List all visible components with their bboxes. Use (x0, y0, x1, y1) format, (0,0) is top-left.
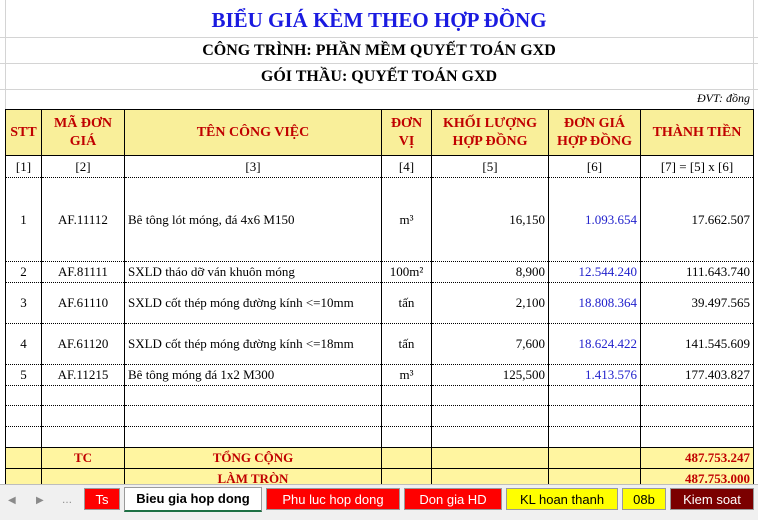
sheet-tab-bar (0, 484, 758, 520)
scroll-first-icon[interactable]: ◀ (8, 495, 16, 506)
header-name[interactable]: TÊN CÔNG VIỆC (125, 110, 382, 156)
cell-total[interactable]: 141.545.609 (641, 324, 754, 365)
gridline (0, 37, 758, 38)
empty-cell[interactable] (432, 386, 549, 406)
empty-cell[interactable] (42, 406, 125, 427)
empty-cell[interactable] (6, 427, 42, 448)
cell-name[interactable]: SXLD tháo dỡ ván khuôn móng (125, 262, 382, 283)
empty-cell[interactable] (125, 406, 382, 427)
cell-unit[interactable]: m³ (382, 178, 432, 262)
package-name: GÓI THẦU: QUYẾT TOÁN GXD (260, 68, 498, 85)
total-label[interactable]: TỔNG CỘNG (125, 448, 382, 469)
tab-don-gia-hd[interactable]: Don gia HD (404, 488, 502, 510)
header-row (6, 110, 754, 156)
empty-cell[interactable] (549, 427, 641, 448)
index-cell[interactable]: [5] (432, 156, 549, 178)
header-qty[interactable]: KHỐI LƯỢNG HỢP ĐỒNG (432, 110, 549, 156)
sheet-title: BIỂU GIÁ KÈM THEO HỢP ĐỒNG (211, 8, 547, 32)
empty-cell[interactable] (125, 427, 382, 448)
cell-qty[interactable]: 2,100 (432, 283, 549, 324)
cell-code[interactable]: AF.11112 (42, 178, 125, 262)
cell-name[interactable]: Bê tông móng đá 1x2 M300 (125, 365, 382, 386)
cell-name[interactable]: Bê tông lót móng, đá 4x6 M150 (125, 178, 382, 262)
index-row (6, 156, 754, 178)
cell-name[interactable]: SXLD cốt thép móng đường kính <=18mm (125, 324, 382, 365)
header-code[interactable]: MÃ ĐƠN GIÁ (42, 110, 125, 156)
empty-cell[interactable] (641, 406, 754, 427)
cell-qty[interactable]: 7,600 (432, 324, 549, 365)
cell-name[interactable]: SXLD cốt thép móng đường kính <=10mm (125, 283, 382, 324)
gridline (0, 89, 758, 90)
cell-qty[interactable]: 8,900 (432, 262, 549, 283)
header-price[interactable]: ĐƠN GIÁ HỢP ĐỒNG (549, 110, 641, 156)
total-blank[interactable] (432, 448, 549, 469)
table-row (6, 283, 754, 324)
cell-price[interactable]: 18.624.422 (549, 324, 641, 365)
empty-row (6, 406, 754, 427)
empty-row (6, 427, 754, 448)
empty-cell[interactable] (382, 427, 432, 448)
empty-row (6, 386, 754, 406)
round-blank[interactable] (42, 469, 125, 485)
cell-price[interactable]: 1.413.576 (549, 365, 641, 386)
cell-unit[interactable]: 100m² (382, 262, 432, 283)
empty-cell[interactable] (125, 386, 382, 406)
round-blank[interactable] (432, 469, 549, 485)
cell-qty[interactable]: 16,150 (432, 178, 549, 262)
round-row (6, 469, 754, 485)
cell-code[interactable]: AF.61110 (42, 283, 125, 324)
table-row (6, 365, 754, 386)
cell-stt[interactable]: 4 (6, 324, 42, 365)
cell-qty[interactable]: 125,500 (432, 365, 549, 386)
cell-total[interactable]: 39.497.565 (641, 283, 754, 324)
tab-bieu-gia-hop-dong[interactable]: Bieu gia hop dong (124, 487, 262, 512)
cell-total[interactable]: 177.403.827 (641, 365, 754, 386)
cell-stt[interactable]: 2 (6, 262, 42, 283)
empty-cell[interactable] (432, 406, 549, 427)
empty-cell[interactable] (6, 386, 42, 406)
cell-price[interactable]: 18.808.364 (549, 283, 641, 324)
round-blank[interactable] (6, 469, 42, 485)
total-row (6, 448, 754, 469)
round-label[interactable]: LÀM TRÒN (125, 469, 382, 485)
tab-phu-luc-hop-dong[interactable]: Phu luc hop dong (266, 488, 400, 510)
cell-total[interactable]: 111.643.740 (641, 262, 754, 283)
tab-08b[interactable]: 08b (622, 488, 666, 510)
cell-stt[interactable]: 1 (6, 178, 42, 262)
cell-total[interactable]: 17.662.507 (641, 178, 754, 262)
cell-code[interactable]: AF.11215 (42, 365, 125, 386)
scroll-next-icon[interactable]: ▶ (36, 495, 44, 506)
empty-cell[interactable] (549, 386, 641, 406)
total-value[interactable]: 487.753.247 (641, 448, 754, 469)
header-unit[interactable]: ĐƠN VỊ (382, 110, 432, 156)
gridline (0, 63, 758, 64)
index-cell[interactable]: [1] (6, 156, 42, 178)
index-cell[interactable]: [7] = [5] x [6] (641, 156, 754, 178)
more-sheets-icon[interactable]: … (62, 495, 72, 506)
table-row (6, 178, 754, 262)
empty-cell[interactable] (42, 386, 125, 406)
tab-kiem-soat[interactable]: Kiem soat (670, 488, 754, 510)
empty-cell[interactable] (549, 406, 641, 427)
unit-note: ĐVT: đồng (696, 91, 750, 105)
empty-cell[interactable] (6, 406, 42, 427)
index-cell[interactable]: [6] (549, 156, 641, 178)
index-cell[interactable]: [2] (42, 156, 125, 178)
project-name: CÔNG TRÌNH: PHẦN MỀM QUYẾT TOÁN GXD (202, 42, 556, 59)
cell-unit[interactable]: m³ (382, 365, 432, 386)
index-cell[interactable]: [4] (382, 156, 432, 178)
tab-ts[interactable]: Ts (84, 488, 120, 510)
cell-unit[interactable]: tấn (382, 324, 432, 365)
header-total[interactable]: THÀNH TIỀN (641, 110, 754, 156)
round-blank[interactable] (382, 469, 432, 485)
empty-cell[interactable] (432, 427, 549, 448)
round-value[interactable]: 487.753.000 (641, 469, 754, 485)
cell-price[interactable]: 12.544.240 (549, 262, 641, 283)
total-blank[interactable] (382, 448, 432, 469)
round-blank[interactable] (549, 469, 641, 485)
index-cell[interactable]: [3] (125, 156, 382, 178)
cell-unit[interactable]: tấn (382, 283, 432, 324)
table-row (6, 324, 754, 365)
total-blank[interactable] (549, 448, 641, 469)
total-code[interactable]: TC (42, 448, 125, 469)
cell-code[interactable]: AF.61120 (42, 324, 125, 365)
price-table (5, 109, 754, 484)
cell-stt[interactable]: 3 (6, 283, 42, 324)
header-stt[interactable]: STT (6, 110, 42, 156)
total-blank[interactable] (6, 448, 42, 469)
table-row (6, 262, 754, 283)
empty-cell[interactable] (641, 427, 754, 448)
empty-cell[interactable] (382, 406, 432, 427)
empty-cell[interactable] (42, 427, 125, 448)
tab-kl-hoan-thanh[interactable]: KL hoan thanh (506, 488, 618, 510)
cell-code[interactable]: AF.81111 (42, 262, 125, 283)
empty-cell[interactable] (641, 386, 754, 406)
cell-stt[interactable]: 5 (6, 365, 42, 386)
empty-cell[interactable] (382, 386, 432, 406)
cell-price[interactable]: 1.093.654 (549, 178, 641, 262)
